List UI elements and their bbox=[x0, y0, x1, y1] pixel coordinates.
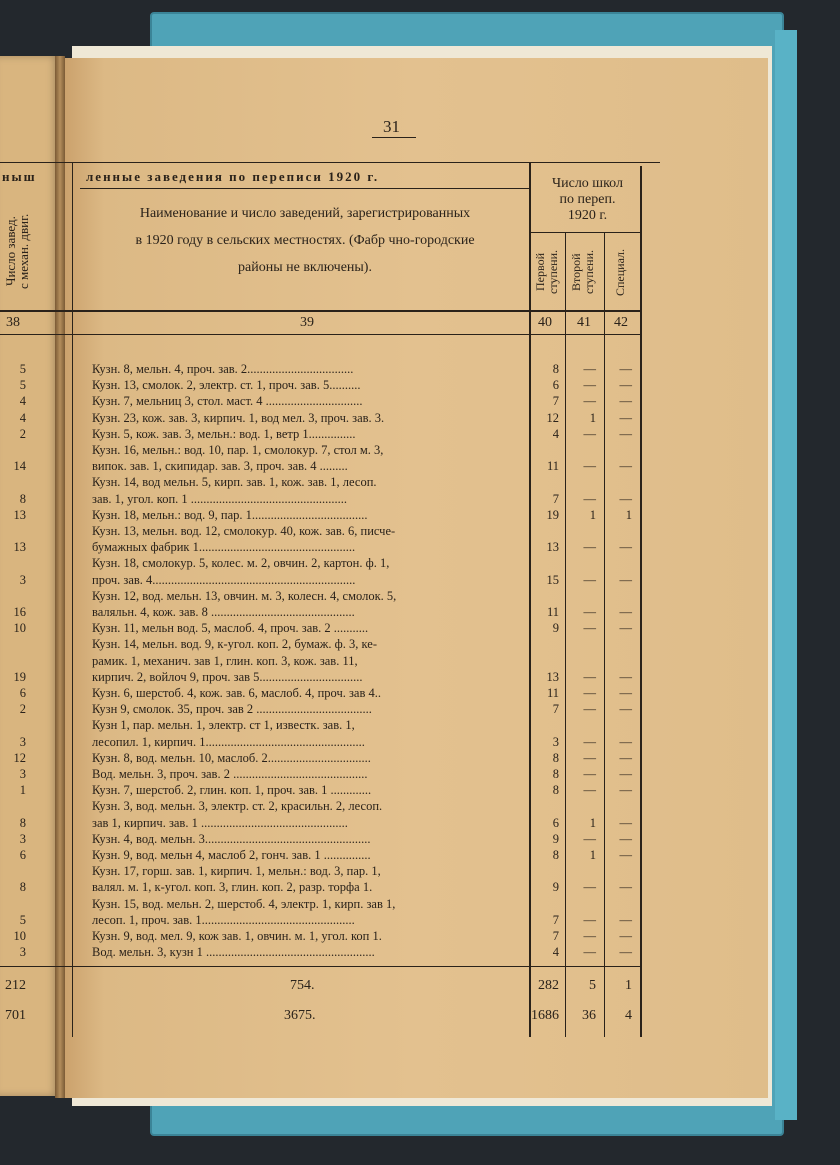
schools-rule bbox=[530, 232, 640, 233]
row-schools-second: — bbox=[583, 880, 596, 895]
row-schools-second: — bbox=[583, 929, 596, 943]
row-schools-special: — bbox=[619, 783, 632, 798]
row-description: Кузн. 4, вод. мельн. 3..................................................... bbox=[92, 831, 371, 846]
row-schools-first: 12 bbox=[546, 410, 559, 425]
row-schools-special: — bbox=[619, 572, 632, 587]
row-schools-first: 9 bbox=[552, 621, 559, 636]
row-description: Кузн. 6, шерстоб. 4, кож. зав. 6, маслоб. 4, проч. зав 4.. bbox=[92, 686, 381, 700]
row-schools-special: — bbox=[619, 686, 632, 700]
row-left-count: 2 bbox=[19, 702, 26, 717]
row-left-count: 5 bbox=[19, 912, 26, 927]
row-schools-second: — bbox=[583, 362, 596, 376]
row-schools-first: 4 bbox=[552, 426, 559, 441]
row-description: Кузн. 9, вод. мел. 9, кож зав. 1, овчин. м. 1, угол. коп 1. bbox=[92, 929, 382, 943]
row-description: Кузн. 8, вод. мельн. 10, маслоб. 2................................. bbox=[92, 750, 371, 765]
row-left-count: 10 bbox=[13, 621, 26, 636]
row-left-count: 8 bbox=[19, 815, 26, 830]
row-description: Кузн. 18, мельн.: вод. 9, пар. 1..................................... bbox=[92, 507, 368, 522]
row-schools-second: — bbox=[583, 572, 596, 587]
row-description: Вод. мельн. 3, проч. зав. 2 ........................................... bbox=[92, 767, 368, 781]
row-description: Кузн. 9, вод. мельн 4, маслоб 2, гонч. зав. 1 ............... bbox=[92, 848, 371, 862]
schools-first-stage: Первой ступени. bbox=[533, 250, 560, 295]
row-schools-special: — bbox=[619, 912, 632, 927]
book-spine bbox=[55, 56, 65, 1098]
row-schools-first: 7 bbox=[552, 912, 559, 927]
column-number-39: 39 bbox=[300, 315, 314, 330]
row-schools-second: — bbox=[583, 378, 596, 393]
total-rule bbox=[0, 966, 640, 967]
row-schools-special: — bbox=[619, 362, 632, 376]
total-c41-2: 36 bbox=[582, 1008, 596, 1023]
row-schools-special: — bbox=[619, 394, 632, 409]
row-schools-second: — bbox=[583, 540, 596, 555]
row-left-count: 14 bbox=[13, 459, 26, 474]
total-left-1: 212 bbox=[5, 978, 26, 993]
row-description: Кузн. 23, кож. зав. 3, кирпич. 1, вод мел. 3, проч. зав. 3. bbox=[92, 410, 385, 425]
row-description: бумажных фабрик 1.................................................. bbox=[92, 540, 356, 555]
row-left-count: 8 bbox=[19, 491, 26, 506]
header-top-rule bbox=[0, 162, 660, 163]
row-schools-special: — bbox=[619, 848, 632, 862]
row-schools-second: — bbox=[583, 426, 596, 441]
header-bottom-rule bbox=[0, 310, 640, 312]
row-description: лесопил. 1, кирпич. 1................................................... bbox=[92, 734, 365, 749]
row-description: Кузн. 16, мельн.: вод. 10, пар. 1, смолокур. 7, стол м. 3, bbox=[92, 443, 384, 457]
row-schools-second: — bbox=[583, 831, 596, 846]
row-schools-first: 15 bbox=[546, 572, 559, 587]
row-schools-second: — bbox=[583, 767, 596, 781]
row-description: Кузн 9, смолок. 35, проч. зав 2 ..................................... bbox=[92, 702, 372, 717]
row-schools-special: — bbox=[619, 410, 632, 425]
row-schools-second: 1 bbox=[589, 848, 596, 862]
row-schools-special: — bbox=[619, 621, 632, 636]
row-schools-second: — bbox=[583, 945, 596, 960]
row-left-count: 10 bbox=[13, 929, 26, 943]
row-left-count: 13 bbox=[13, 507, 26, 522]
row-schools-second: 1 bbox=[589, 815, 596, 830]
row-description: Кузн. 11, мельн вод. 5, маслоб. 4, проч. зав. 2 ........... bbox=[92, 621, 369, 636]
row-schools-first: 7 bbox=[552, 929, 559, 943]
row-left-count: 12 bbox=[13, 750, 26, 765]
row-schools-special: — bbox=[619, 831, 632, 846]
row-left-count: 19 bbox=[13, 669, 26, 684]
row-description: Вод. мельн. 3, кузн 1 ...................................................... bbox=[92, 945, 375, 960]
row-schools-special: — bbox=[619, 378, 632, 393]
total-c42-2: 4 bbox=[625, 1008, 632, 1023]
row-schools-first: 6 bbox=[552, 815, 559, 830]
row-schools-first: 19 bbox=[546, 507, 559, 522]
row-description: проч. зав. 4................................................................. bbox=[92, 572, 356, 587]
page-number-underline bbox=[372, 137, 416, 138]
row-left-count: 3 bbox=[19, 831, 26, 846]
schools-line: по переп. bbox=[559, 192, 616, 207]
row-description: Кузн. 14, вод мельн. 5, кирп. зав. 1, кож. зав. 1, лесоп. bbox=[92, 475, 377, 490]
row-schools-first: 9 bbox=[552, 880, 559, 895]
row-left-count: 3 bbox=[19, 767, 26, 781]
schools-special: Специал. bbox=[613, 248, 627, 296]
row-schools-second: — bbox=[583, 621, 596, 636]
row-schools-special: — bbox=[619, 880, 632, 895]
row-schools-second: — bbox=[583, 912, 596, 927]
total-mid-2: 3675. bbox=[284, 1008, 316, 1023]
total-c40-2: 1686 bbox=[531, 1008, 559, 1023]
binder-edge bbox=[775, 30, 797, 1120]
row-schools-second: — bbox=[583, 669, 596, 684]
row-description: Кузн. 13, смолок. 2, электр. ст. 1, проч. зав. 5.......... bbox=[92, 378, 361, 393]
page-number: 31 bbox=[383, 117, 400, 136]
row-description: зав. 1, угол. коп. 1 .................................................. bbox=[92, 491, 348, 506]
row-description: Кузн. 13, мельн. вод. 12, смолокур. 40, кож. зав. 6, писче- bbox=[92, 524, 396, 538]
row-schools-special: — bbox=[619, 459, 632, 474]
row-schools-first: 7 bbox=[552, 702, 559, 717]
row-schools-special: 1 bbox=[625, 507, 632, 522]
column-number-41: 41 bbox=[577, 315, 591, 330]
row-description: рамик. 1, механич. зав 1, глин. коп. 3, кож. зав. 11, bbox=[92, 653, 358, 668]
row-left-count: 4 bbox=[19, 394, 26, 409]
row-left-count: 13 bbox=[13, 540, 26, 555]
row-description: Кузн. 7, шерстоб. 2, глин. коп. 1, проч. зав. 1 ............. bbox=[92, 783, 372, 798]
row-schools-first: 8 bbox=[552, 848, 559, 862]
row-left-count: 5 bbox=[19, 378, 26, 393]
header-line: районы не включены). bbox=[238, 260, 372, 275]
total-mid-1: 754. bbox=[290, 978, 315, 993]
row-left-count: 3 bbox=[19, 734, 26, 749]
row-description: валял. м. 1, к-угол. коп. 3, глин. коп. 2, разр. торфа 1. bbox=[92, 880, 373, 895]
schools-second-stage: Второй ступени. bbox=[569, 250, 596, 295]
row-schools-second: — bbox=[583, 491, 596, 506]
row-schools-first: 8 bbox=[552, 750, 559, 765]
row-schools-first: 7 bbox=[552, 491, 559, 506]
schools-line: Число школ bbox=[552, 176, 623, 191]
row-schools-second: — bbox=[583, 734, 596, 749]
row-left-count: 2 bbox=[19, 426, 26, 441]
row-schools-first: 9 bbox=[552, 831, 559, 846]
col-rule-38 bbox=[72, 162, 73, 1037]
row-left-count: 16 bbox=[13, 605, 26, 619]
row-left-count: 3 bbox=[19, 572, 26, 587]
row-description: Кузн 1, пар. мельн. 1, электр. ст 1, известк. зав. 1, bbox=[92, 718, 355, 733]
row-schools-special: — bbox=[619, 540, 632, 555]
row-schools-second: — bbox=[583, 750, 596, 765]
row-schools-special: — bbox=[619, 734, 632, 749]
header-description bbox=[80, 200, 530, 281]
row-left-count: 4 bbox=[19, 410, 26, 425]
col-rule-39 bbox=[529, 162, 531, 1037]
row-schools-special: — bbox=[619, 491, 632, 506]
row-schools-special: — bbox=[619, 945, 632, 960]
row-schools-first: 8 bbox=[552, 767, 559, 781]
table-title: ленные заведения по переписи 1920 г. bbox=[86, 169, 380, 184]
row-schools-special: — bbox=[619, 767, 632, 781]
row-schools-first: 13 bbox=[546, 540, 559, 555]
row-description: Кузн. 15, вод. мельн. 2, шерстоб. 4, электр. 1, кирп. зав 1, bbox=[92, 896, 396, 911]
row-schools-second: — bbox=[583, 605, 596, 619]
row-description: лесоп. 1, проч. зав. 1................................................. bbox=[92, 912, 355, 927]
row-schools-second: — bbox=[583, 702, 596, 717]
row-description: валяльн. 4, кож. зав. 8 .............................................. bbox=[92, 605, 355, 619]
colnum-rule bbox=[0, 334, 640, 335]
row-description: Кузн. 17, горш. зав. 1, кирпич. 1, мельн.: вод. 3, пар. 1, bbox=[92, 864, 381, 879]
row-left-count: 8 bbox=[19, 880, 26, 895]
row-schools-first: 4 bbox=[552, 945, 559, 960]
header-line: Наименование и число заведений, зарегистрированных bbox=[139, 206, 471, 221]
row-schools-first: 8 bbox=[552, 783, 559, 798]
total-left-2: 701 bbox=[5, 1008, 26, 1023]
schools-header bbox=[535, 176, 640, 224]
row-description: Кузн. 7, мельниц 3, стол. маст. 4 ............................... bbox=[92, 394, 363, 409]
row-left-count: 5 bbox=[19, 362, 26, 376]
row-schools-special: — bbox=[619, 750, 632, 765]
row-schools-first: 3 bbox=[552, 734, 559, 749]
schools-line: 1920 г. bbox=[567, 208, 608, 223]
row-description: Кузн. 5, кож. зав. 3, мельн.: вод. 1, ветр 1............... bbox=[92, 426, 356, 441]
row-schools-second: 1 bbox=[589, 507, 596, 522]
row-description: Кузн. 8, мельн. 4, проч. зав. 2.................................. bbox=[92, 362, 354, 376]
row-left-count: 1 bbox=[19, 783, 26, 798]
header-line: в 1920 году в сельских местностях. (Фабр чно-городские bbox=[135, 233, 475, 248]
row-left-count: 6 bbox=[19, 848, 26, 862]
total-c40-1: 282 bbox=[538, 978, 559, 993]
row-schools-special: — bbox=[619, 815, 632, 830]
row-schools-first: 13 bbox=[546, 669, 559, 684]
row-description: Кузн. 14, мельн. вод. 9, к-угол. коп. 2, бумаж. ф. 3, ке- bbox=[92, 637, 377, 652]
left-column-header: Число завед. с механ. двиг. bbox=[3, 213, 31, 289]
row-schools-special: — bbox=[619, 605, 632, 619]
row-description: випок. зав. 1, скипидар. зав. 3, проч. зав. 4 ......... bbox=[92, 459, 348, 474]
column-number-42: 42 bbox=[614, 315, 628, 330]
row-schools-special: — bbox=[619, 669, 632, 684]
row-description: кирпич. 2, войлоч 9, проч. зав 5................................. bbox=[92, 669, 363, 684]
title-underline bbox=[80, 188, 530, 189]
row-schools-special: — bbox=[619, 702, 632, 717]
column-number-40: 40 bbox=[538, 315, 552, 330]
row-schools-second: 1 bbox=[589, 410, 596, 425]
row-schools-special: — bbox=[619, 929, 632, 943]
row-schools-second: — bbox=[583, 686, 596, 700]
row-schools-second: — bbox=[583, 783, 596, 798]
total-c41-1: 5 bbox=[589, 978, 596, 993]
row-schools-special: — bbox=[619, 426, 632, 441]
row-schools-first: 7 bbox=[552, 394, 559, 409]
row-schools-first: 11 bbox=[546, 686, 559, 700]
column-number-38: 38 bbox=[6, 315, 20, 330]
row-description: Кузн. 3, вод. мельн. 3, электр. ст. 2, красильн. 2, лесоп. bbox=[92, 799, 383, 814]
row-schools-first: 11 bbox=[546, 459, 559, 474]
row-left-count: 6 bbox=[19, 686, 26, 700]
row-schools-first: 11 bbox=[546, 605, 559, 619]
left-title-fragment: ныш bbox=[2, 169, 37, 184]
row-schools-second: — bbox=[583, 394, 596, 409]
row-schools-second: — bbox=[583, 459, 596, 474]
row-left-count: 3 bbox=[19, 945, 26, 960]
row-description: Кузн. 12, вод. мельн. 13, овчин. м. 3, колесн. 4, смолок. 5, bbox=[92, 588, 397, 603]
total-c42-1: 1 bbox=[625, 978, 632, 993]
row-description: Кузн. 18, смолокур. 5, колес. м. 2, овчин. 2, картон. ф. 1, bbox=[92, 556, 390, 571]
row-schools-first: 8 bbox=[552, 362, 559, 376]
row-schools-first: 6 bbox=[552, 378, 559, 393]
col-rule-42 bbox=[640, 166, 642, 1037]
row-description: зав 1, кирпич. зав. 1 ............................................... bbox=[92, 815, 348, 830]
